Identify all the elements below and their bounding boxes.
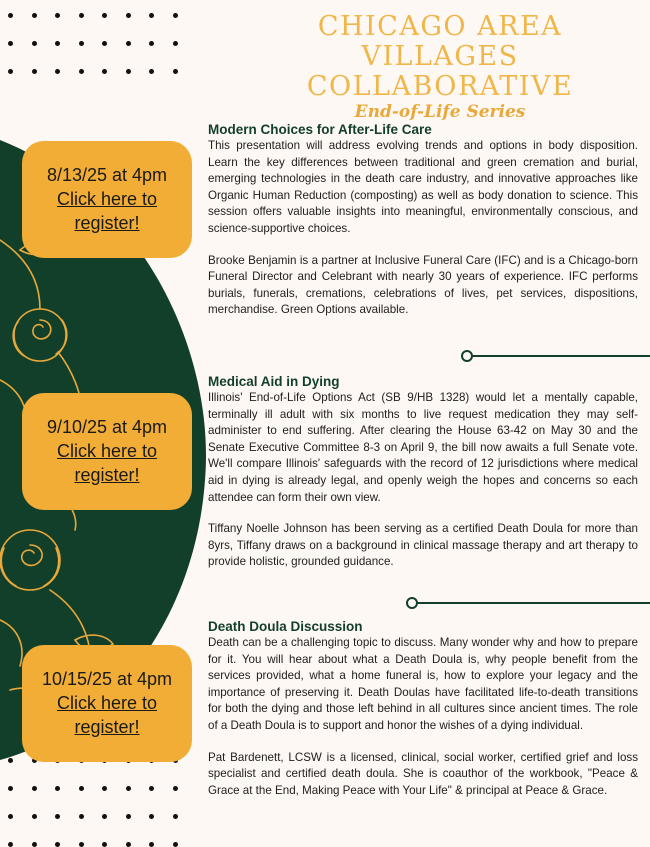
register-link-line2: register!	[74, 717, 140, 737]
event-3-section	[208, 618, 638, 814]
register-link-line1: Click here to	[56, 441, 158, 461]
event-1-title: Modern Choices for After-Life Care	[208, 122, 432, 137]
series-subtitle: End-of-Life Series	[354, 102, 526, 122]
register-link-line1: Click here to	[56, 693, 158, 713]
event-2-title: Medical Aid in Dying	[208, 374, 340, 389]
event-2-section	[208, 373, 638, 586]
event-3-register-link[interactable]	[22, 691, 192, 739]
event-3-description: Death can be a challenging topic to discuss. Many wonder why and how to prepare for it. You will hear about what a Death Doula is, why people benefit from the services provided, what a home funeral is, how to explore your legacy and the importance of preserving it. Death Doulas have facilitated life-to-death transitions for both the dying and those left behind in all cultures since ancient times. The role of a Death Doula is to support and honor the wishes of a dying individual.	[208, 636, 638, 732]
event-1-speaker-bio: Brooke Benjamin is a partner at Inclusive Funeral Care (IFC) and is a Chicago-born Funeral Director and Celebrant with nearly 30 years of experience. IFC performs burials, funerals, cremations, celebrations of lives, pet services, dispositions, merchandise. Green Options available.	[208, 253, 638, 317]
section-divider-2	[415, 602, 650, 604]
event-2-register-link[interactable]	[22, 439, 192, 487]
header	[230, 12, 650, 122]
page-title-line2: VILLAGES COLLABORATIVE	[306, 41, 574, 102]
event-1-date: 8/13/25 at 4pm	[46, 165, 168, 185]
register-link-line1: Click here to	[56, 189, 158, 209]
register-link-line2: register!	[74, 213, 140, 233]
event-3-date-badge	[22, 645, 192, 762]
event-1-register-link[interactable]	[22, 187, 192, 235]
section-divider-1	[470, 355, 650, 357]
divider-knob	[406, 597, 418, 609]
event-1-date-badge	[22, 141, 192, 258]
event-3-date: 10/15/25 at 4pm	[41, 669, 173, 689]
event-1-section	[208, 121, 638, 334]
event-2-date-badge	[22, 393, 192, 510]
register-link-line2: register!	[74, 465, 140, 485]
event-3-title: Death Doula Discussion	[208, 619, 363, 634]
divider-knob	[461, 350, 473, 362]
event-2-description: Illinois' End-of-Life Options Act (SB 9/HB 1328) would let a mentally capable, terminally ill adult with six months to live request medication they may self-administer to end suffering. After clearing the House 63-42 on May 30 and the Senate Executive Committee 8-3 on April 9, the bill now awaits a full Senate vote. We'll compare Illinois' safeguards with the record of 12 jurisdictions where medical aid in dying is already legal, and openly weigh the hopes and concerns so each attendee can form their own view.	[208, 391, 638, 504]
event-2-speaker-bio: Tiffany Noelle Johnson has been serving as a certified Death Doula for more than 8yrs, Tiffany draws on a background in clinical massage therapy and art therapy to provide holistic, grounded guidance.	[208, 522, 638, 569]
event-2-date: 9/10/25 at 4pm	[46, 417, 168, 437]
event-1-description: This presentation will address evolving trends and options in body disposition. Learn the key differences between traditional and green cremation and burial, emerging technologies in the death care industry, and innovative approaches like Organic Human Reduction (composting) as well as body donation to science. This session offers valuable insights into meaningful, environmentally conscious, and science-supportive choices.	[208, 139, 638, 235]
event-3-speaker-bio: Pat Bardenett, LCSW is a licensed, clinical, social worker, certified grief and loss specialist and certified death doula. She is coauthor of the workbook, "Peace & Grace at the End, Making Peace with Your Life" & principal at Peace & Grace.	[208, 750, 638, 797]
page-title-line1: CHICAGO AREA	[317, 11, 563, 42]
